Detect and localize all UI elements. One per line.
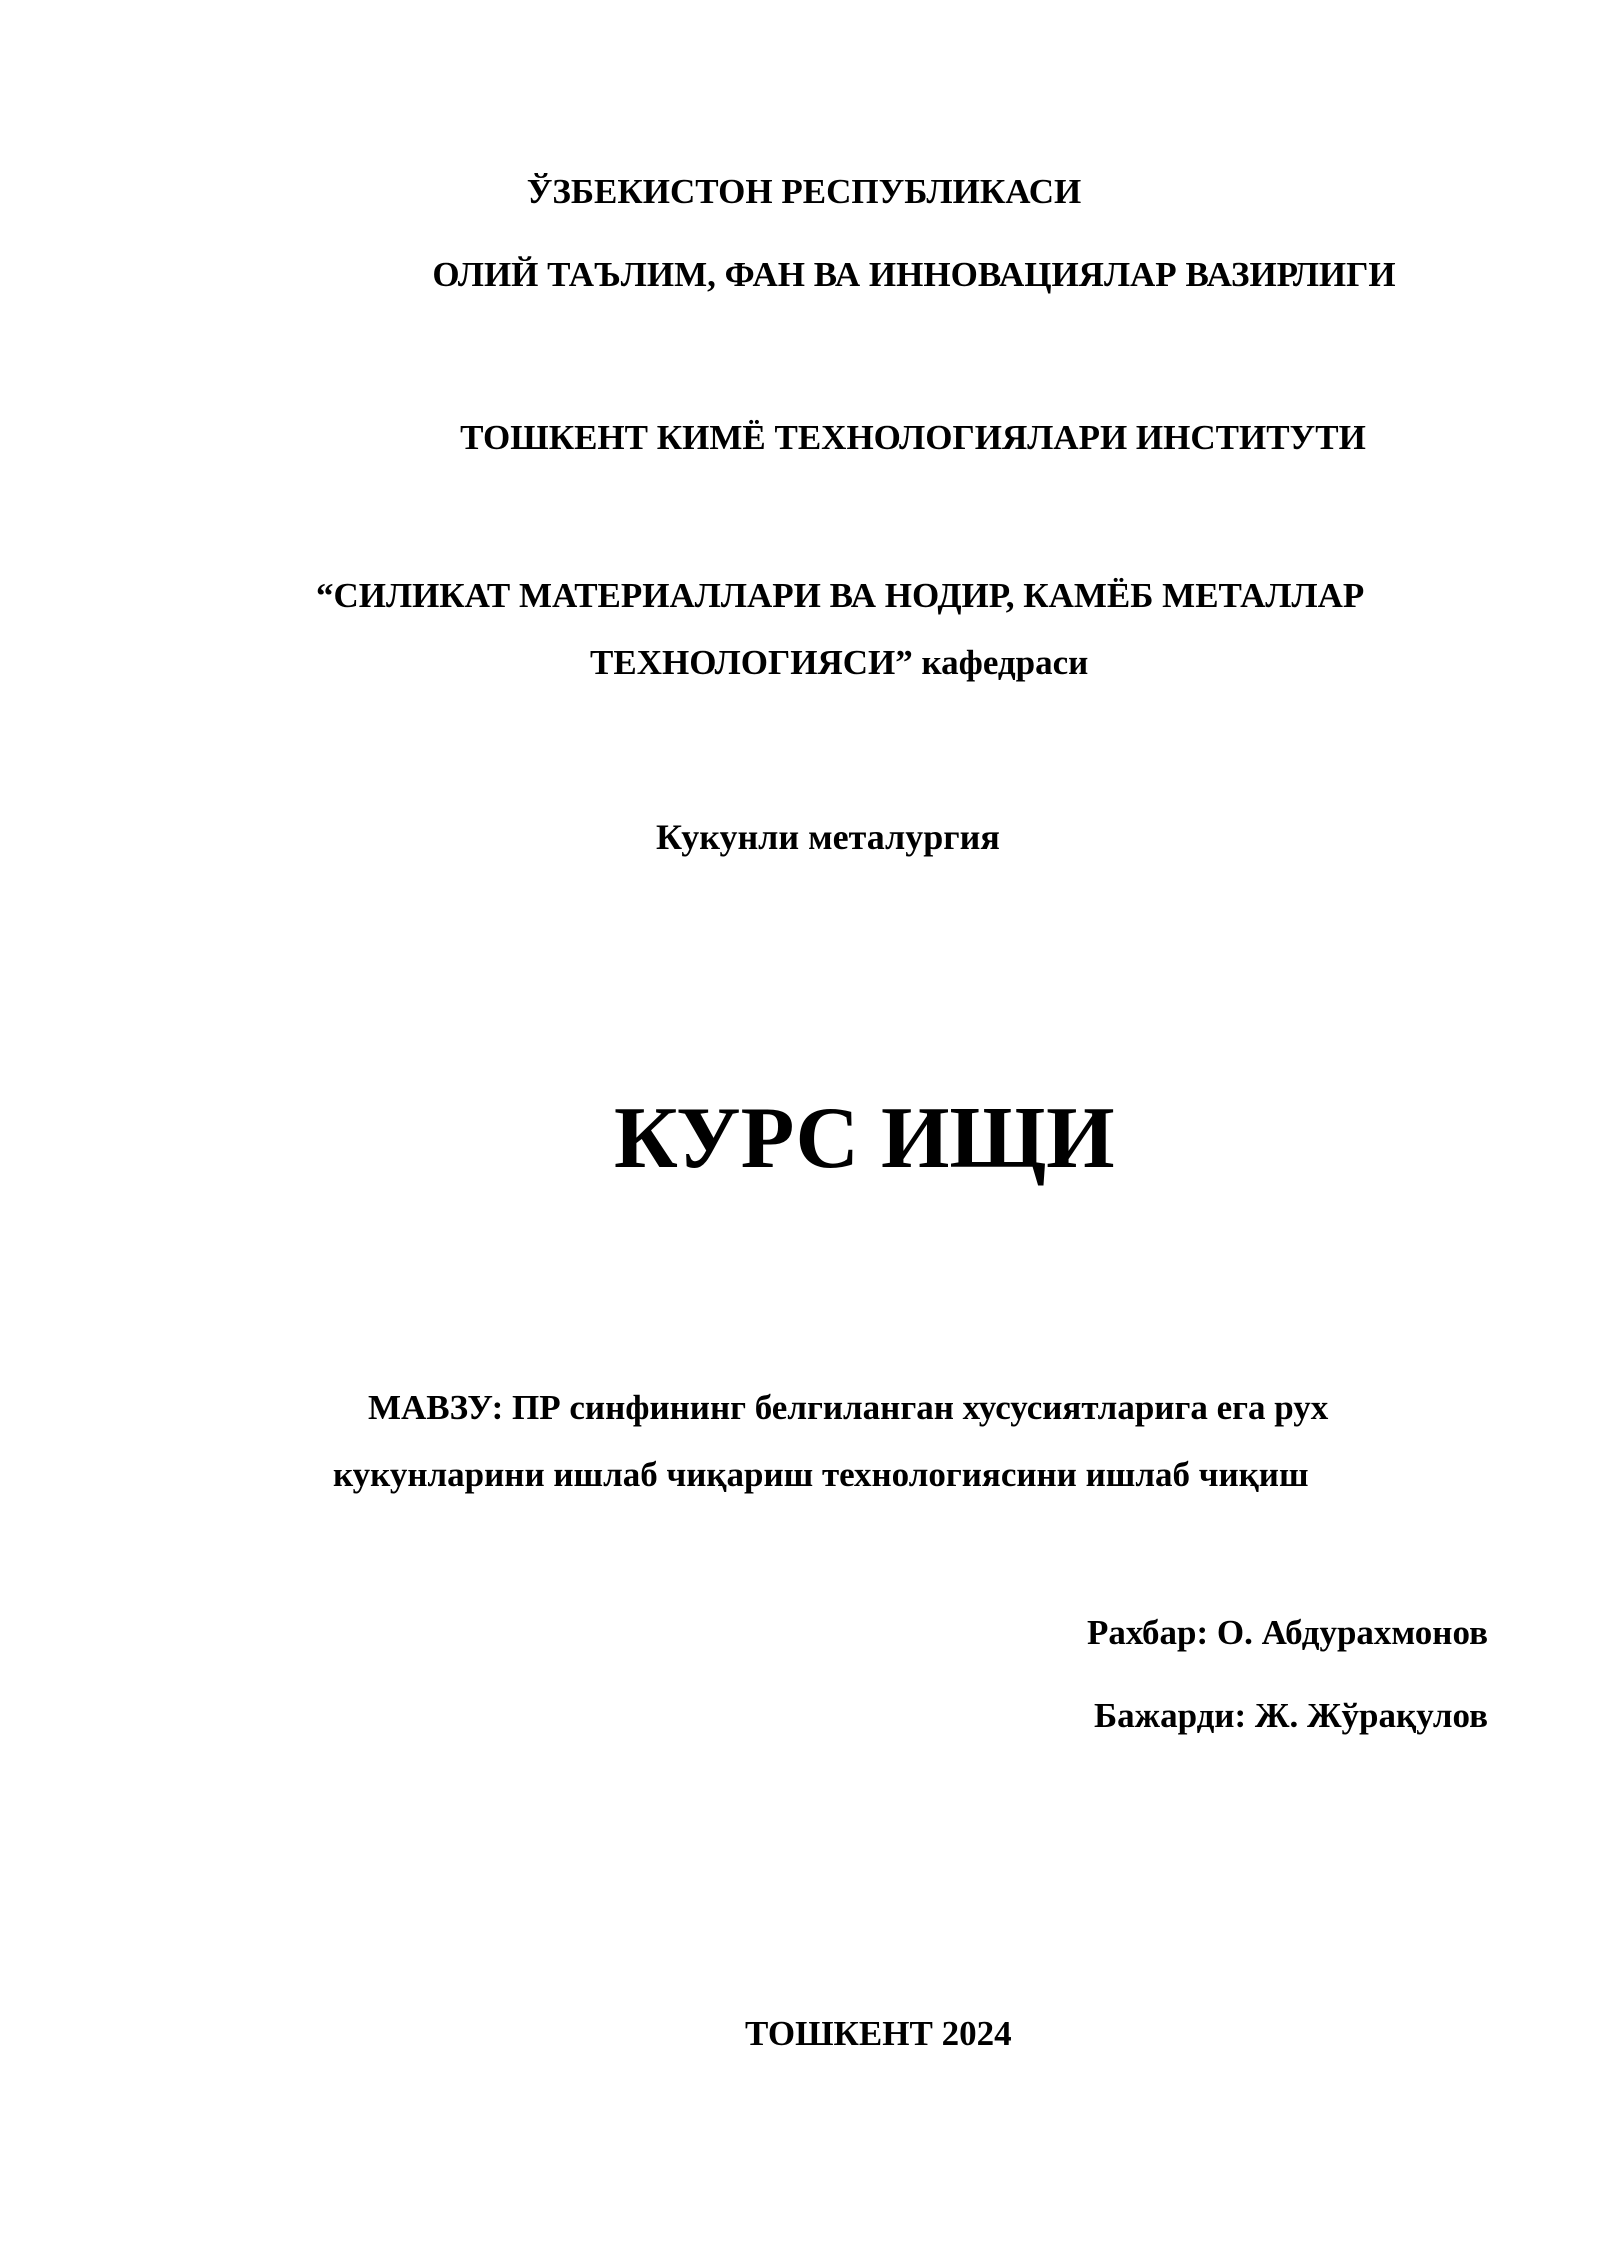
republic-heading: ЎЗБЕКИСТОН РЕСПУБЛИКАСИ — [526, 172, 1082, 211]
performer-credit: Бажарди: Ж. Жўрақулов — [1094, 1696, 1488, 1735]
topic-line1: МАВЗУ: ПР синфининг белгиланган хусусиятларига ега рух — [368, 1388, 1329, 1427]
department-heading-line2: ТЕХНОЛОГИЯСИ” кафедраси — [590, 643, 1089, 682]
topic-line2: кукунларини ишлаб чиқариш технологиясини ишлаб чиқиш — [333, 1455, 1309, 1494]
department-heading-line1: “СИЛИКАТ МАТЕРИАЛЛАРИ ВА НОДИР, КАМЁБ МЕТАЛЛАР — [316, 576, 1365, 615]
city-year: ТОШКЕНТ 2024 — [745, 2014, 1012, 2053]
subject-name: Кукунли металургия — [656, 817, 1000, 857]
document-title: КУРС ИЩИ — [614, 1090, 1115, 1187]
ministry-heading: ОЛИЙ ТАЪЛИМ, ФАН ВА ИННОВАЦИЯЛАР ВАЗИРЛИГИ — [432, 255, 1396, 294]
supervisor-credit: Рахбар: О. Абдурахмонов — [1086, 1613, 1488, 1652]
institute-heading: ТОШКЕНТ КИМЁ ТЕХНОЛОГИЯЛАРИ ИНСТИТУТИ — [460, 418, 1366, 457]
